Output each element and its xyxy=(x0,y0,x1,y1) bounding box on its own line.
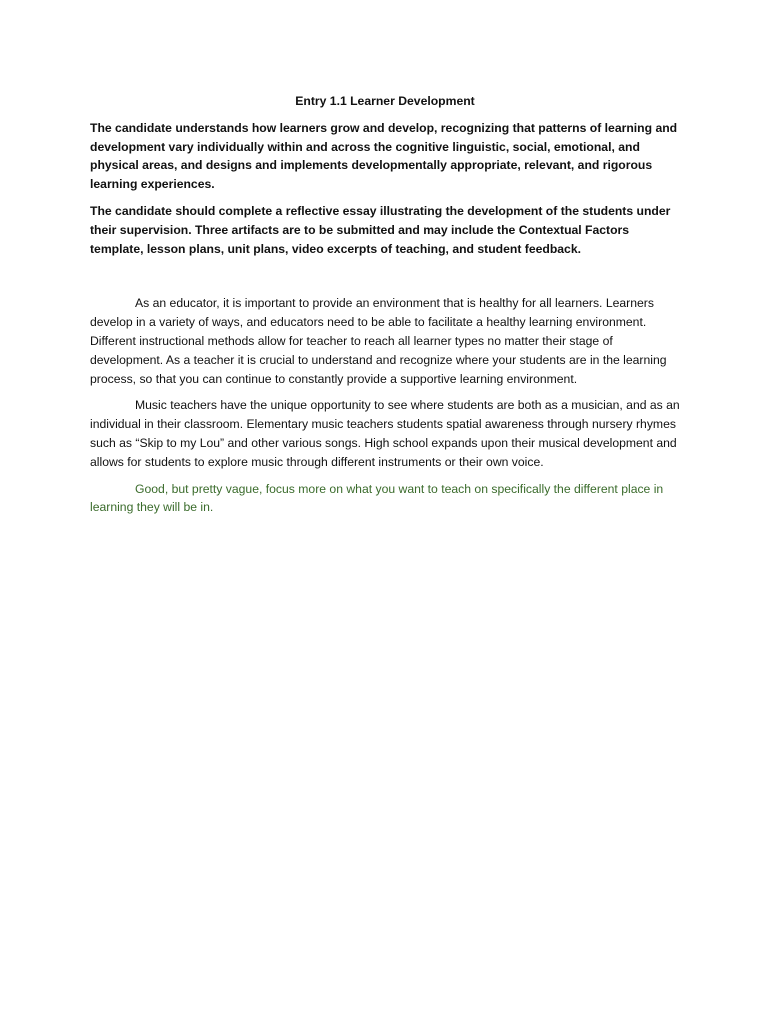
paragraph-spacer xyxy=(90,266,680,294)
document-body xyxy=(90,92,680,517)
document-title: Entry 1.1 Learner Development xyxy=(295,94,475,108)
essay-paragraph-1: As an educator, it is important to provide an environment that is healthy for all learners. Learners develop in a variety of ways, and educators need to be able to facilitate a healthy learning environment. Different instructional methods allow for teacher to reach all learner types no matter their stage of development. As a teacher it is crucial to understand and recognize where your students are in the learning process, so that you can continue to constantly provide a supportive learning environment. xyxy=(90,296,667,386)
essay-paragraph-2: Music teachers have the unique opportunity to see where students are both as a musician, and as an individual in their classroom. Elementary music teachers students spatial awareness through nursery rhymes such as “Skip to my Lou” and other various songs. High school expands upon their musical development and allows for students to explore music through different instruments or their own voice. xyxy=(90,398,680,469)
feedback-comment: Good, but pretty vague, focus more on what you want to teach on specifically the different place in learning they will be in. xyxy=(90,481,664,515)
standard-description: The candidate understands how learners grow and develop, recognizing that patterns of learning and development vary individually within and across the cognitive linguistic, social, emotional, and physical areas, and designs and implements developmentally appropriate, relevant, and rigorous learning experiences. xyxy=(90,120,678,192)
assignment-instructions: The candidate should complete a reflective essay illustrating the development of the students under their supervision. Three artifacts are to be submitted and may include the Contextual Factors template, lesson plans, unit plans, video excerpts of teaching, and student feedback. xyxy=(90,203,671,256)
